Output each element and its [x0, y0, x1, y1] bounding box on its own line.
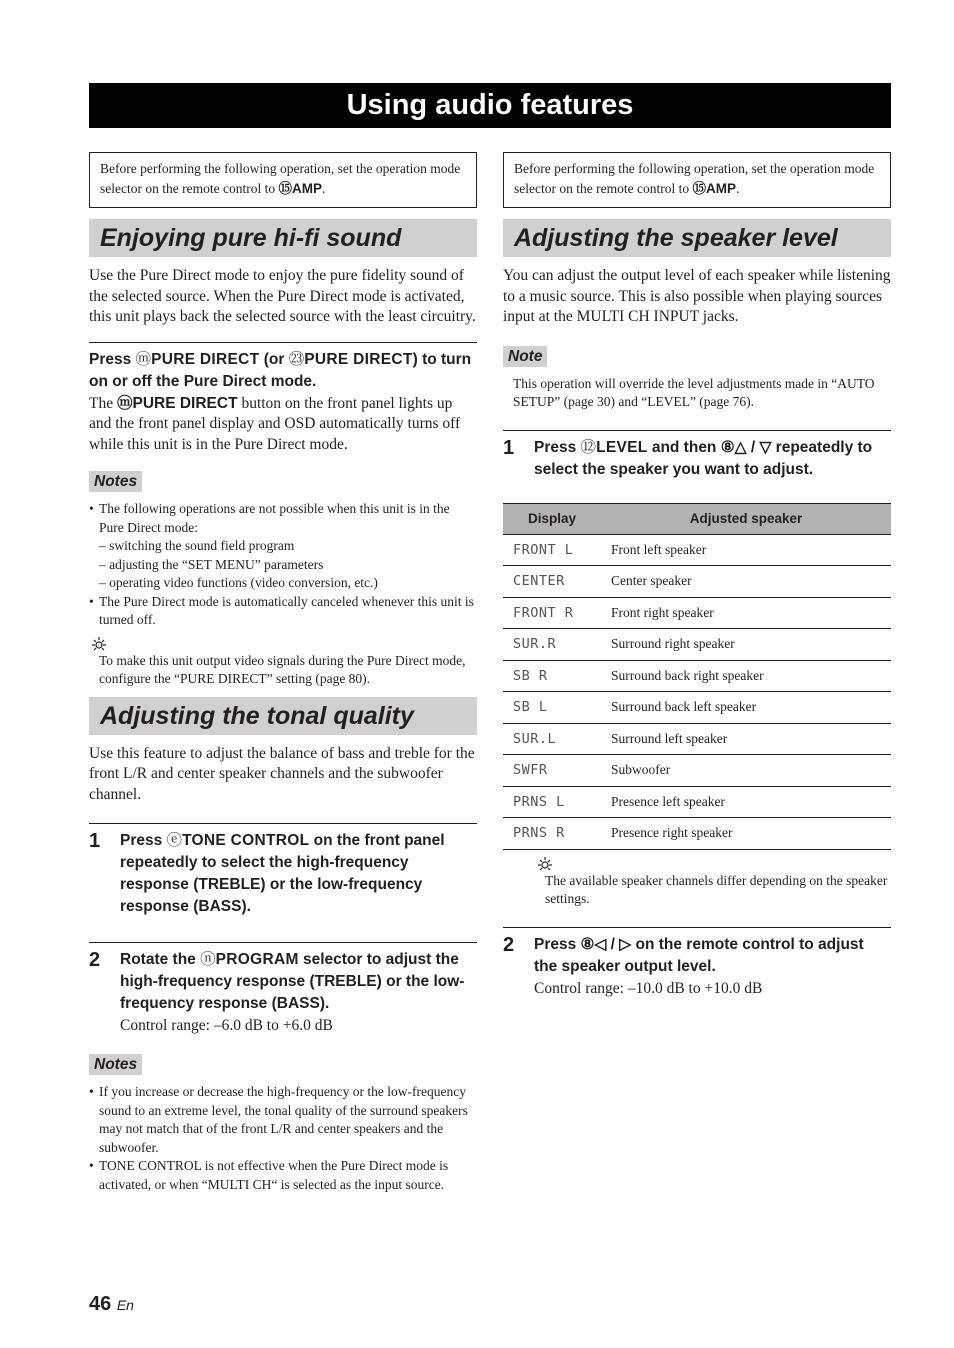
divider	[89, 342, 477, 343]
pure-hifi-body: Use the Pure Direct mode to enjoy the pure fidelity sound of the selected source. When the Pure Direct mode is activated, this unit plays back the selected source with the least circuitry.	[89, 267, 476, 325]
speaker-level-body: You can adjust the output level of each speaker while listening to a music source. This is also possible when playing sources input at the MULTI CH INPUT jacks.	[503, 267, 891, 325]
speaker-tip: The available speaker channels differ depending on the speaker settings.	[545, 872, 888, 906]
tone-control-key: TONE CONTROL	[182, 832, 310, 849]
pure-direct-notes	[89, 500, 477, 630]
table-row: SB R Surround back right speaker	[503, 660, 891, 692]
program-key: PROGRAM	[215, 951, 299, 968]
notes-label: Notes	[89, 1054, 142, 1075]
note-item: • The Pure Direct mode is automatically canceled whenever this unit is turned off.	[89, 593, 477, 630]
table-row: FRONT L Front left speaker	[503, 534, 891, 566]
section-title-speaker-level: Adjusting the speaker level	[503, 219, 891, 257]
left-column	[89, 152, 477, 1194]
table-row: SUR.R Surround right speaker	[503, 629, 891, 661]
column-header-speaker: Adjusted speaker	[601, 503, 891, 534]
table-row: SB L Surround back left speaker	[503, 692, 891, 724]
speaker-table	[503, 503, 891, 850]
table-row: CENTER Center speaker	[503, 566, 891, 598]
tonal-body: Use this feature to adjust the balance of bass and treble for the front L/R and center speaker channels and the subwoofer channel.	[89, 744, 475, 803]
pure-direct-description: The ⓜPURE DIRECT button on the front panel lights up and the front panel display and OSD automatically turns off while this unit is in the Pure Direct mode.	[89, 394, 461, 453]
level-key: LEVEL	[596, 438, 648, 456]
page-title: Using audio features	[89, 83, 891, 128]
box-text: Before performing the following operation, set the operation mode selector on the remote control to	[100, 161, 461, 196]
speaker-step-1: 1 Press ⑫LEVEL and then ⑧△ / ▽ repeatedly to select the speaker you want to adjust.	[503, 436, 873, 478]
operation-mode-box: Before performing the following operation, set the operation mode selector on the remote control to ⑮AMP.	[503, 152, 891, 208]
pure-direct-tip: To make this unit output video signals during the Pure Direct mode, configure the “PURE DIRECT” setting (page 80).	[99, 652, 466, 686]
operation-mode-box: Before performing the following operation, set the operation mode selector on the remote control to ⑮AMP.	[89, 152, 477, 208]
tip-lightbulb-icon	[535, 856, 555, 872]
page-language: En	[116, 1297, 134, 1313]
table-row: PRNS L Presence left speaker	[503, 786, 891, 818]
tonal-step-1: 1 Press ⓔTONE CONTROL on the front panel repeatedly to select the high-frequency response (TREBLE) or the low-frequency response (BASS).	[89, 830, 445, 915]
pure-direct-remote-key: PURE DIRECT	[304, 350, 413, 368]
section-title-tonal: Adjusting the tonal quality	[89, 697, 477, 735]
column-header-display: Display	[503, 503, 601, 534]
divider	[89, 823, 477, 824]
divider	[503, 430, 891, 431]
tonal-range: Control range: –6.0 dB to +6.0 dB	[120, 1017, 333, 1034]
box-text: Before performing the following operation, set the operation mode selector on the remote control to	[514, 161, 875, 196]
divider	[89, 942, 477, 943]
speaker-step-2: 2 Press ⑧◁ / ▷ on the remote control to adjust the speaker output level. Control range: –10.0 dB to +10.0 dB	[503, 934, 891, 999]
pure-direct-key: PURE DIRECT	[151, 350, 260, 368]
table-row: SWFR Subwoofer	[503, 755, 891, 787]
tip-lightbulb-icon	[89, 636, 109, 652]
right-column	[503, 152, 891, 999]
table-row: PRNS R Presence right speaker	[503, 818, 891, 850]
speaker-level-note: This operation will override the level adjustments made in “AUTO SETUP” (page 30) and “LEVEL” (page 76).	[513, 375, 875, 409]
speaker-range: Control range: –10.0 dB to +10.0 dB	[534, 979, 763, 997]
note-item: • TONE CONTROL is not effective when the Pure Direct mode is activated, or when “MULTI CH“ is selected as the input source.	[89, 1157, 477, 1194]
note-label: Note	[503, 346, 547, 367]
notes-label: Notes	[89, 471, 142, 492]
amp-key: ⑮AMP	[692, 181, 736, 196]
table-row: SUR.L Surround left speaker	[503, 723, 891, 755]
divider	[503, 927, 891, 928]
note-item: • The following operations are not possible when this unit is in the Pure Direct mode: – switching the sound field program – adjusting the “SET MENU” parameters – operating video functions (video conversion, etc.)	[89, 500, 477, 593]
amp-key: ⑮AMP	[278, 181, 322, 196]
table-row: FRONT R Front right speaker	[503, 597, 891, 629]
section-title-pure-hifi: Enjoying pure hi-fi sound	[89, 219, 477, 257]
note-item: • If you increase or decrease the high-frequency or the low-frequency sound to an extreme level, the tonal quality of the surround speakers may not match that of the front L/R and center speakers and the subwoofer.	[89, 1083, 477, 1157]
pure-direct-instruction: Press ⓜPURE DIRECT (or ㉓PURE DIRECT) to turn on or off the Pure Direct mode.	[89, 350, 472, 390]
tonal-notes	[89, 1083, 477, 1194]
page-number: 46 En	[89, 1293, 134, 1315]
tonal-step-2: 2 Rotate the ⓝPROGRAM selector to adjust the high-frequency response (TREBLE) or the low-frequency response (BASS). Control range: –6.0 dB to +6.0 dB	[89, 949, 477, 1036]
